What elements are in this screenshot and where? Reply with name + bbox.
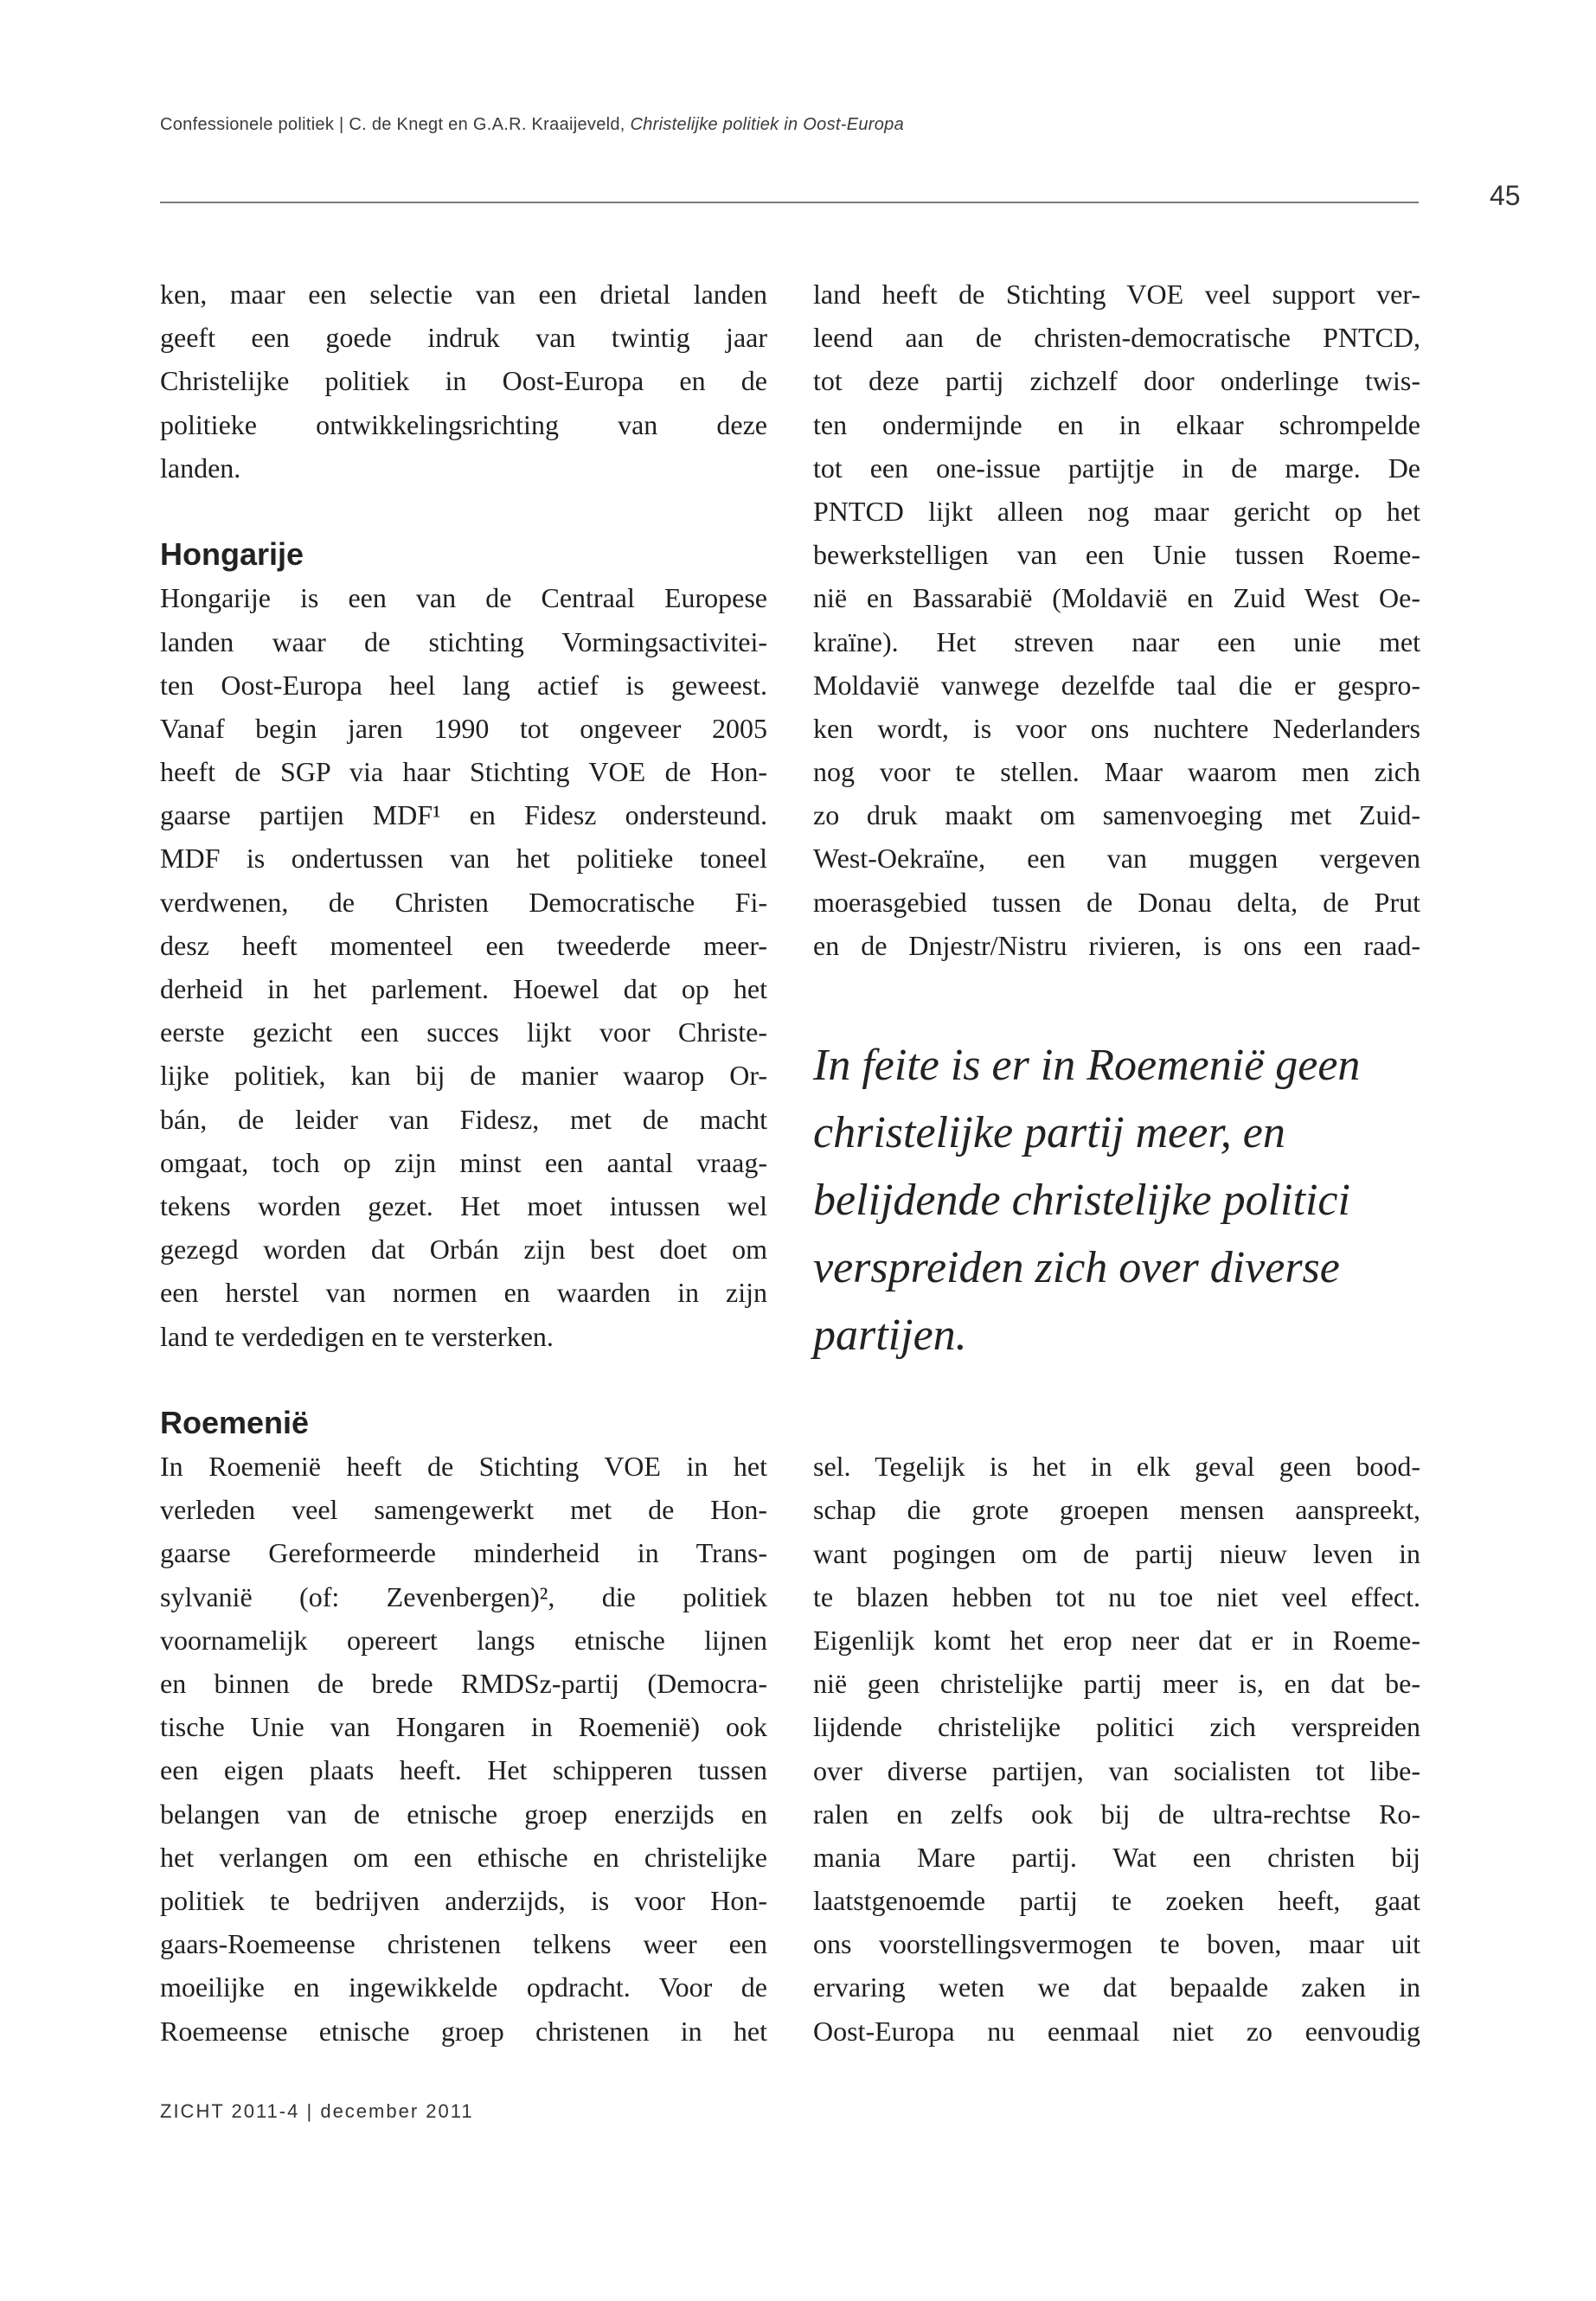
text-line: Hongarije is een van de Centraal Europese [160,582,767,614]
text-line: en binnen de brede RMDSz-partij (Democra- [160,1668,767,1699]
text-line: nië en Bassarabië (Moldavië en Zuid West Oe- [813,582,1420,614]
text-line: lijke politiek, kan bij de manier waarop Or- [160,1060,767,1092]
text-line: moerasgebied tussen de Donau delta, de Prut [813,886,1420,918]
text-line: politiek te bedrijven anderzijds, is voor Hon- [160,1884,767,1916]
text-line: ervaring weten we dat bepaalde zaken in [813,1971,1420,2003]
text-line: land te verdedigen en te versterken. [160,1320,554,1352]
spacer [160,1358,767,1401]
text-line: kraïne). Het streven naar een unie met [813,625,1420,657]
text-line: laatstgenoemde partij te zoeken heeft, gaat [813,1885,1420,1917]
text-line: zo druk maakt om samenvoeging met Zuid- [813,799,1420,831]
page-number: 45 [1490,180,1521,211]
text-line: gezegd worden dat Orbán zijn best doet om [160,1234,767,1266]
header-article-title: Christelijke politiek in Oost-Europa [630,115,904,134]
text-line: ons voorstellingsvermogen te boven, maar uit [813,1928,1420,1960]
text-line: Eigenlijk komt het erop neer dat er in Roeme- [813,1624,1420,1656]
text-line: verleden veel samengewerkt met de Hon- [160,1494,767,1526]
pull-quote-line: verspreiden zich over diverse [813,1243,1340,1292]
text-line: ken wordt, is voor ons nuchtere Nederlanders [813,712,1420,744]
text-line: sel. Tegelijk is het in elk geval geen bood- [813,1451,1420,1483]
text-line: schap die grote groepen mensen aanspreekt, [813,1494,1420,1526]
footer-date: december 2011 [320,2100,474,2122]
text-line: tot deze partij zichzelf door onderlinge twis- [813,365,1420,397]
header-separator: | [339,115,344,134]
footer-journal: ZICHT 2011-4 [160,2100,300,2122]
text-line: bán, de leider van Fidesz, met de macht [160,1103,767,1135]
text-line: derheid in het parlement. Hoewel dat op het [160,973,767,1004]
text-line: nië geen christelijke partij meer is, en dat be- [813,1668,1420,1700]
text-line: eerste gezicht een succes lijkt voor Christe- [160,1016,767,1048]
text-line: het verlangen om een ethische en christelijke [160,1841,767,1873]
text-line: PNTCD lijkt alleen nog maar gericht op het [813,495,1420,527]
text-line: land heeft de Stichting VOE veel support ver- [813,279,1420,310]
header-authors: C. de Knegt en G.A.R. Kraaijeveld, [349,115,625,134]
text-line: gaarse partijen MDF¹ en Fidesz ondersteund. [160,799,767,831]
text-line: tekens worden gezet. Het moet intussen wel [160,1189,767,1221]
pull-quote-line: In feite is er in Roemenië geen [813,1041,1361,1090]
text-line: Moldavië vanwege dezelfde taal die er gespro- [813,669,1420,701]
text-line: sylvanië (of: Zevenbergen)², die politiek [160,1580,767,1612]
text-line: lijdende christelijke politici zich verspreiden [813,1711,1420,1743]
text-line: een herstel van normen en waarden in zijn [160,1277,767,1309]
text-line: Vanaf begin jaren 1990 tot ongeveer 2005 [160,712,767,744]
pull-quote-line: partijen. [813,1311,967,1360]
text-line: desz heeft momenteel een tweederde meer- [160,929,767,961]
text-line: over diverse partijen, van socialisten tot libe- [813,1754,1420,1786]
text-line: landen. [160,452,241,484]
text-line: West-Oekraïne, een van muggen vergeven [813,843,1420,875]
text-line: omgaat, toch op zijn minst een aantal vraag- [160,1146,767,1178]
text-line: landen waar de stichting Vormingsactivitei- [160,625,767,657]
pull-quote-line: belijdende christelijke politici [813,1176,1350,1225]
right-column-top-text [813,272,1420,967]
text-line: In Roemenië heeft de Stichting VOE in het [160,1451,767,1483]
text-line: Christelijke politiek in Oost-Europa en de [160,365,767,397]
header-section: Confessionele politiek [160,115,335,134]
text-line: en de Dnjestr/Nistru rivieren, is ons een raad- [813,929,1420,961]
text-line: te blazen hebben tot nu toe niet veel effect. [813,1580,1420,1612]
text-line: verdwenen, de Christen Democratische Fi- [160,886,767,918]
text-line: geeft een goede indruk van twintig jaar [160,322,767,354]
text-line: nog voor te stellen. Maar waarom men zich [813,756,1420,788]
text-line: bewerkstelligen van een Unie tussen Roeme- [813,539,1420,571]
text-line: moeilijke en ingewikkelde opdracht. Voor de [160,1971,767,2003]
pull-quote-line: christelijke partij meer, en [813,1108,1285,1157]
text-line: politieke ontwikkelingsrichting van deze [160,408,767,440]
section-heading: Roemenië [160,1404,310,1440]
text-line: ten Oost-Europa heel lang actief is geweest. [160,669,767,701]
text-line: tot een one-issue partijtje in de marge. De [813,452,1420,484]
text-line: MDF is ondertussen van het politieke toneel [160,843,767,875]
text-line: Oost-Europa nu eenmaal niet zo eenvoudig [813,2015,1420,2047]
spacer [160,490,767,533]
text-line: gaars-Roemeense christenen telkens weer een [160,1928,767,1960]
text-line: leend aan de christen-democratische PNTCD, [813,322,1420,354]
running-header [160,115,904,135]
header-rule [160,202,1419,203]
text-line: Roemeense etnische groep christenen in het [160,2015,767,2047]
right-column-bottom-text [813,1445,1420,2053]
section-heading: Hongarije [160,536,304,573]
text-line: ten ondermijnde en in elkaar schrompelde [813,408,1420,440]
text-line: mania Mare partij. Wat een christen bij [813,1841,1420,1873]
text-line: ralen en zelfs ook bij de ultra-rechtse Ro- [813,1798,1420,1830]
footer-separator: | [306,2100,314,2122]
pull-quote [813,1032,1436,1369]
text-line: een eigen plaats heeft. Het schipperen tussen [160,1754,767,1786]
text-line: gaarse Gereformeerde minderheid in Trans- [160,1537,767,1569]
text-line: heeft de SGP via haar Stichting VOE de Hon- [160,756,767,788]
text-line: voornamelijk opereert langs etnische lijnen [160,1624,767,1656]
left-column [160,272,767,2053]
text-line: belangen van de etnische groep enerzijds en [160,1798,767,1830]
text-line: want pogingen om de partij nieuw leven in [813,1537,1420,1569]
page-footer [160,2100,474,2123]
text-line: tische Unie van Hongaren in Roemenië) ook [160,1711,767,1743]
text-line: ken, maar een selectie van een drietal landen [160,279,767,310]
